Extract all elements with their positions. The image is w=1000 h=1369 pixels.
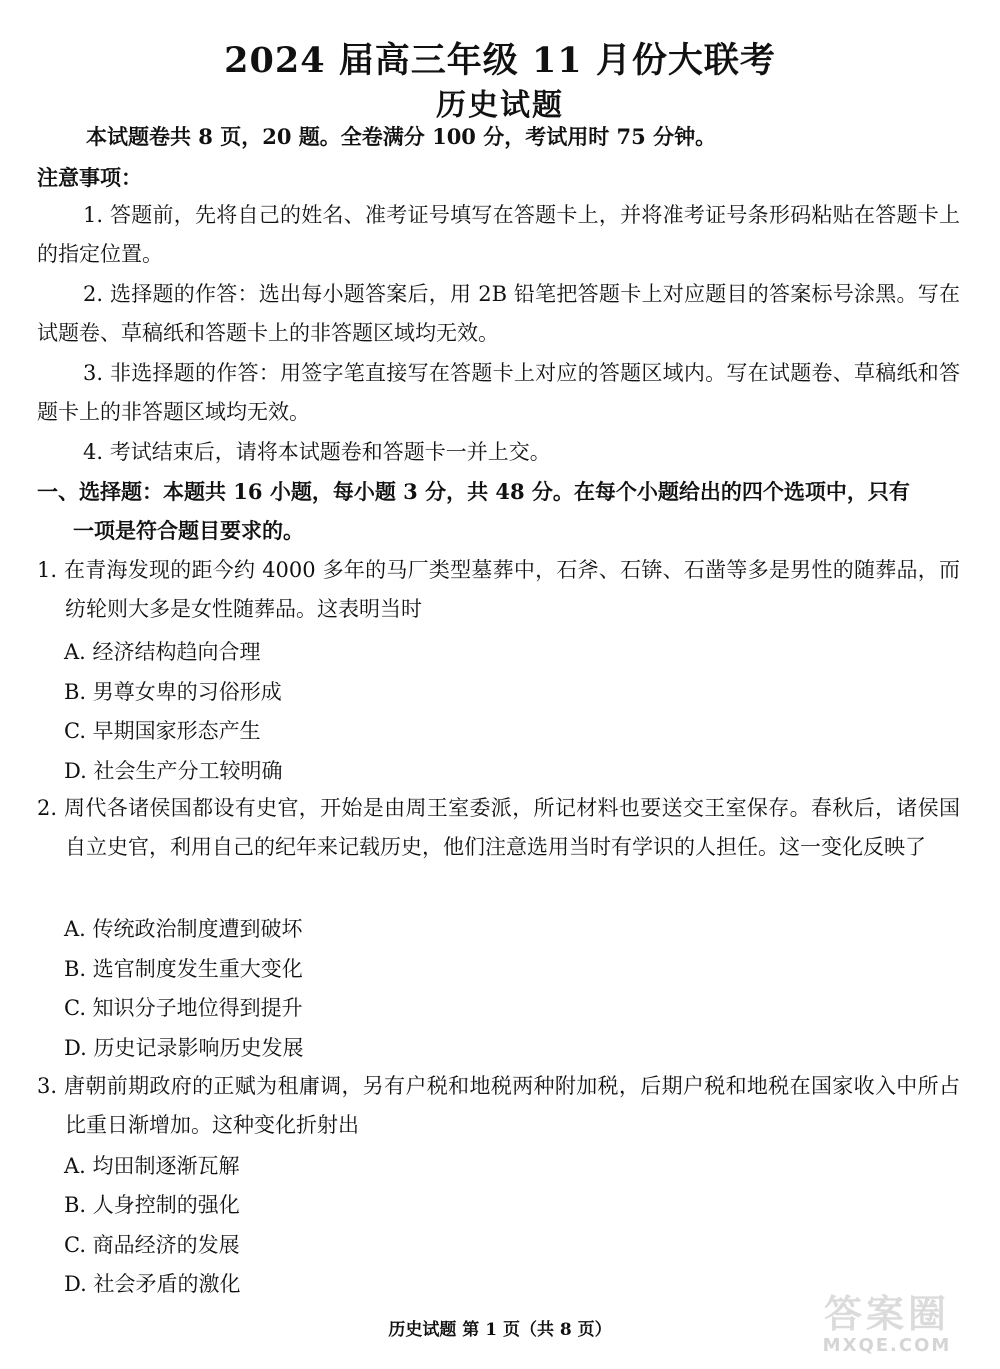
section-heading-line-1: 一、选择题：本题共 16 小题，每小题 3 分，共 48 分。在每个小题给出的四个选项中，只有: [37, 479, 910, 504]
watermark-logo: [792, 1283, 982, 1363]
notice-item-4: 4. 考试结束后，请将本试题卷和答题卡一并上交。: [83, 440, 551, 464]
notice-item-3: 3. 非选择题的作答：用签字笔直接写在答题卡上对应的答题区域内。写在试题卷、草稿纸和答题卡上的非答题区域均无效。: [37, 361, 960, 424]
notice-item-2: 2. 选择题的作答：选出每小题答案后，用 2B 铅笔把答题卡上对应题目的答案标号涂黑。写在试题卷、草稿纸和答题卡上的非答题区域均无效。: [37, 282, 960, 345]
exam-intro: 本试题卷共 8 页，20 题。全卷满分 100 分，考试用时 75 分钟。: [86, 124, 717, 149]
question-1-option-b: B. 男尊女卑的习俗形成: [64, 680, 282, 704]
question-2: [37, 789, 960, 867]
question-1-stem: 1. 在青海发现的距今约 4000 多年的马厂类型墓葬中，石斧、石锛、石凿等多是男性的随葬品，而纺轮则大多是女性随葬品。这表明当时: [37, 558, 960, 621]
question-2-option-c: C. 知识分子地位得到提升: [64, 996, 303, 1020]
question-3: [37, 1067, 960, 1145]
section-heading-line-2: 一项是符合题目要求的。: [73, 518, 304, 543]
question-1-option-d: D. 社会生产分工较明确: [64, 759, 283, 783]
question-1: [37, 551, 960, 629]
question-2-option-d: D. 历史记录影响历史发展: [64, 1036, 304, 1060]
section-heading: [37, 472, 960, 550]
page-title: 2024 届高三年级 11 月份大联考: [224, 40, 776, 81]
question-3-stem: 3. 唐朝前期政府的正赋为租庸调，另有户税和地税两种附加税，后期户税和地税在国家收入中所占比重日渐增加。这种变化折射出: [37, 1074, 960, 1137]
question-2-option-b: B. 选官制度发生重大变化: [64, 957, 303, 981]
question-3-option-b: B. 人身控制的强化: [64, 1193, 240, 1217]
question-2-stem: 2. 周代各诸侯国都设有史官，开始是由周王室委派，所记材料也要送交王室保存。春秋后，诸侯国自立史官，利用自己的纪年来记载历史，他们注意选用当时有学识的人担任。这一变化反映了: [37, 796, 960, 859]
watermark-logo-text: 答案圈: [823, 1292, 950, 1336]
page-footer: 历史试题 第 1 页（共 8 页）: [388, 1320, 612, 1340]
question-1-option-c: C. 早期国家形态产生: [64, 719, 261, 743]
page-subtitle: 历史试题: [436, 88, 564, 123]
watermark-site-text: MXQE.COM: [822, 1335, 952, 1356]
notice-item-1: 1. 答题前，先将自己的姓名、准考证号填写在答题卡上，并将准考证号条形码粘贴在答题卡上的指定位置。: [37, 203, 960, 266]
question-3-option-a: A. 均田制逐渐瓦解: [64, 1154, 240, 1178]
question-3-option-c: C. 商品经济的发展: [64, 1233, 240, 1257]
question-1-option-a: A. 经济结构趋向合理: [64, 640, 261, 664]
question-3-option-d: D. 社会矛盾的激化: [64, 1272, 241, 1296]
notice-heading: 注意事项：: [37, 165, 142, 190]
question-2-option-a: A. 传统政治制度遭到破坏: [64, 917, 303, 941]
